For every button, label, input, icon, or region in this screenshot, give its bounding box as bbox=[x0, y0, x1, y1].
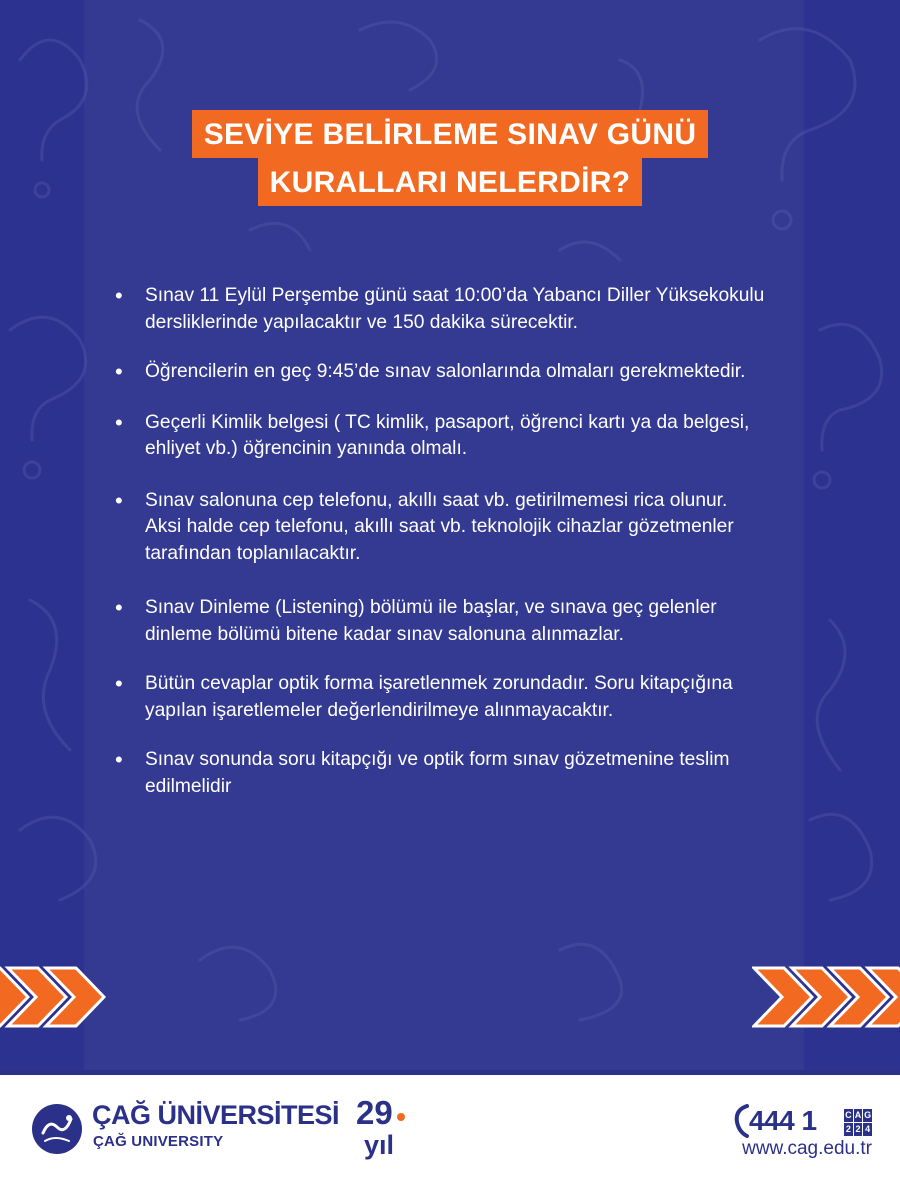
rule-text: Sınav salonuna cep telefonu, akıllı saat vb. getirilmemesi rica olunur. Aksi halde cep telefonu, akıllı saat vb. teknolojik cihazlar gözetmenler tarafından toplanılacaktır. bbox=[145, 489, 734, 564]
title-line-1: SEVİYE BELİRLEME SINAV GÜNÜ bbox=[192, 110, 709, 158]
bullet: • bbox=[115, 409, 123, 435]
bullet: • bbox=[115, 283, 123, 308]
university-name-english: ÇAĞ UNIVERSITY bbox=[93, 1133, 224, 1150]
rule-text: Öğrencilerin en geç 9:45’de sınav salonlarında olmaları gerekmektedir. bbox=[145, 361, 746, 382]
phone-grid-cell: G bbox=[864, 1110, 872, 1120]
bullet: • bbox=[115, 359, 123, 384]
bullet: • bbox=[115, 487, 123, 513]
university-name-turkish: ÇAĞ ÜNİVERSİTESİ bbox=[92, 1100, 340, 1130]
chevron-right-icon bbox=[752, 966, 900, 1028]
phone-number: 444 1 bbox=[749, 1105, 817, 1136]
chevron-right-icon bbox=[0, 966, 120, 1028]
rules-list bbox=[115, 283, 765, 800]
phone-grid-cell: 2 bbox=[855, 1124, 861, 1134]
rule-item-optical-form bbox=[115, 671, 765, 724]
rule-text: Geçerli Kimlik belgesi ( TC kimlik, pasaport, öğrenci kartı ya da belgesi, ehliyet vb.) öğrencinin yanında olmalı. bbox=[145, 411, 750, 459]
rule-item-arrival bbox=[115, 359, 765, 386]
rule-item-exam-time bbox=[115, 283, 765, 336]
phone-grid-letters bbox=[844, 1109, 872, 1136]
title-line-2: KURALLARI NELERDİR? bbox=[258, 158, 643, 206]
anniversary-dot bbox=[397, 1113, 405, 1121]
rule-item-devices bbox=[115, 488, 765, 568]
website-url: www.cag.edu.tr bbox=[742, 1138, 872, 1159]
phone-grid-cell: A bbox=[854, 1110, 862, 1120]
rule-text: Sınav sonunda soru kitapçığı ve optik form sınav gözetmenine teslim edilmelidir bbox=[145, 749, 730, 797]
anniversary-word: yıl bbox=[364, 1130, 395, 1160]
title-block bbox=[0, 110, 900, 206]
cag-university-logo-mark bbox=[31, 1103, 83, 1155]
phone-grid-cell: 2 bbox=[845, 1124, 851, 1134]
bullet: • bbox=[115, 595, 123, 620]
footer-divider bbox=[0, 1070, 900, 1075]
bullet: • bbox=[115, 747, 123, 772]
bullet: • bbox=[115, 671, 123, 696]
phone-grid-cell: 4 bbox=[865, 1124, 871, 1134]
rule-text: Sınav 11 Eylül Perşembe günü saat 10:00’da Yabancı Diller Yüksekokulu dersliklerinde yapılacaktır ve 150 dakika sürecektir. bbox=[145, 285, 765, 333]
rule-text: Sınav Dinleme (Listening) bölümü ile başlar, ve sınava geç gelenler dinleme bölümü bitene kadar sınav salonuna alınmazlar. bbox=[145, 597, 717, 645]
rule-item-id-document bbox=[115, 410, 765, 463]
rule-item-hand-in bbox=[115, 747, 765, 800]
anniversary-number: 29 bbox=[356, 1094, 393, 1131]
rule-text: Bütün cevaplar optik forma işaretlenmek zorundadır. Soru kitapçığına yapılan işaretlemeler değerlendirilmeye alınmayacaktır. bbox=[145, 673, 733, 721]
rule-item-listening bbox=[115, 595, 765, 648]
phone-grid-cell: C bbox=[845, 1110, 852, 1120]
